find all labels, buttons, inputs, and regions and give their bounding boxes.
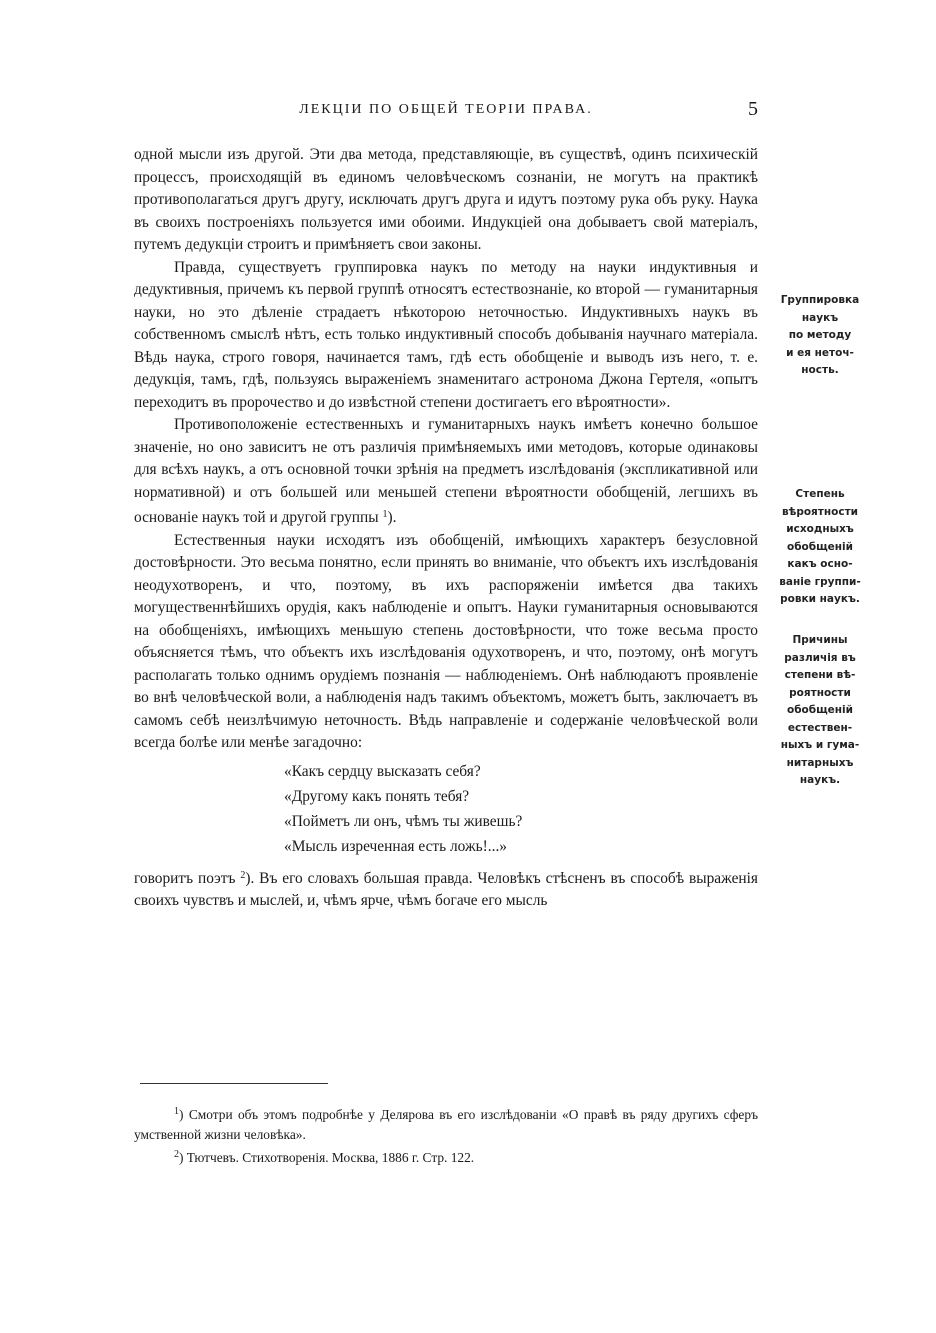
footnote-ref-1: 1 — [382, 509, 388, 520]
margin-note-line: нитарныхъ — [786, 756, 854, 769]
paragraph-5-text: ). Въ его словахъ большая правда. Человѣкъ стѣсненъ въ способѣ выраженія своихъ чувствъ и мыслей, и, чѣмъ ярче, чѣмъ богаче его мысль — [134, 869, 758, 909]
margin-note-line: наукъ — [801, 311, 839, 324]
paragraph-1: одной мысли изъ другой. Эти два метода, представляющіе, въ существѣ, одинъ психическій процессъ, происходящій въ единомъ человѣческомъ сознаніи, не могутъ на практикѣ противополагаться другъ другу, исключать другъ друга и идутъ поэтому рука объ руку. Наука въ своихъ построеніяхъ пользуется ими обоими. Индукціей она добываетъ свой матеріалъ, путемъ дедукціи строитъ и примѣняетъ свои законы. — [134, 146, 758, 253]
margin-note-line: Степень — [795, 488, 845, 500]
margin-note-line: ровки наукъ. — [780, 593, 860, 605]
footnote-ref-2: 2 — [240, 869, 246, 881]
footnote-text: ) Тютчевъ. Стихотворенія. Москва, 1886 г. Стр. 122. — [179, 1150, 475, 1165]
margin-note-line: вѣроятности — [781, 505, 859, 518]
footnote-text: ) Смотри объ этомъ подробнѣе у Делярова въ его изслѣдованіи «О правѣ въ ряду другихъ сферъ умственной жизни человѣка». — [134, 1107, 758, 1142]
paragraph-3 — [134, 414, 758, 530]
paragraph-3-end: ). — [387, 509, 397, 526]
margin-note-line: и ея неточ- — [786, 346, 854, 359]
paragraph-3-text: Противоположеніе естественныхъ и гуманитарныхъ наукъ имѣетъ конечно большое значеніе, но оно зависитъ не отъ различія примѣняемыхъ ими методовъ, которые одинаковы для всѣхъ наукъ, а отъ основной точки зрѣнія на предметъ изслѣдованія (экспликативной или нормативной) и отъ большей или меньшей степени вѣроятности обобщеній, легшихъ въ основаніе наукъ той и другой группы — [134, 416, 758, 526]
margin-note-line: различія въ — [784, 651, 856, 664]
margin-note-line: обобщеній — [786, 704, 854, 716]
margin-note-line: обобщеній — [786, 540, 854, 553]
margin-note-line: Причины — [792, 634, 848, 646]
margin-note-line: роятности — [789, 686, 851, 699]
main-text — [134, 144, 758, 913]
margin-note-line: степени вѣ- — [784, 669, 856, 681]
running-title: ЛЕКЦІИ ПО ОБЩЕЙ ТЕОРІИ ПРАВА. — [299, 102, 593, 117]
margin-note-line: какъ осно- — [787, 558, 853, 570]
margin-note-1 — [760, 292, 880, 380]
margin-note-line: естествен- — [787, 721, 853, 734]
poem-line: «Пойметъ ли онъ, чѣмъ ты живешь? — [284, 812, 523, 830]
margin-note-line: ныхъ и гума- — [780, 739, 860, 751]
margin-note-line: Группировка — [780, 294, 860, 306]
footnotes — [134, 1102, 758, 1168]
margin-note-line: ваніе группи- — [779, 575, 861, 588]
footnote-marker: 2 — [174, 1149, 179, 1160]
footnote-1 — [134, 1102, 758, 1145]
poem-line: «Другому какъ понять тебя? — [284, 787, 470, 805]
paragraph-5 — [134, 865, 758, 913]
footnote-marker: 1 — [174, 1106, 179, 1117]
margin-note-2 — [760, 486, 880, 609]
margin-note-line: исходныхъ — [786, 523, 854, 535]
poem-quote — [284, 759, 758, 859]
poem-line: «Какъ сердцу высказать себя? — [284, 762, 481, 780]
poem-line: «Мысль изреченная есть ложь!...» — [284, 837, 508, 855]
footnote-divider — [140, 1083, 328, 1084]
paragraph-4: Естественныя науки исходятъ изъ обобщеній, имѣющихъ характеръ безусловной достовѣрности. Это весьма понятно, если принять во вниманіе, что объектъ ихъ изслѣдованія неодухотворенъ, и что, поэтому, въ ихъ распоряженіи имѣется два такихъ могущественнѣйшихъ орудія, какъ наблюденіе и опытъ. Науки гуманитарныя основываются на обобщеніяхъ, имѣющихъ меньшую степень достовѣрности, что тоже весьма просто объясняется тѣмъ, что объектъ ихъ изслѣдованія одухотворенъ, и что, поэтому, онѣ могутъ располагать только однимъ орудіемъ познанія — наблюденіемъ. Онѣ наблюдаютъ проявленіе во внѣ человѣческой воли, а наблюденія надъ такимъ объектомъ, можетъ быть, заключаетъ въ самомъ себѣ неизлѣчимую неточность. Вѣдь направленіе и содержаніе человѣческой воли всегда болѣе или менѣе загадочно: — [134, 531, 758, 751]
margin-note-3 — [760, 632, 880, 790]
margin-note-line: по методу — [788, 329, 852, 341]
margin-note-line: наукъ. — [799, 774, 841, 786]
running-head — [134, 98, 758, 122]
paragraph-5-start: говоритъ поэтъ — [134, 869, 236, 887]
footnote-2 — [134, 1145, 758, 1168]
page-number: 5 — [748, 98, 758, 120]
margin-note-line: ность. — [801, 364, 839, 376]
paragraph-2: Правда, существуетъ группировка наукъ по методу на науки индуктивныя и дедуктивныя, причемъ къ первой группѣ относятъ естествознаніе, ко второй — гуманитарныя науки, но это дѣленіе страдаетъ нѣкоторою неточностью. Индуктивныхъ наукъ въ собственномъ смыслѣ нѣтъ, есть только индуктивный способъ добыванія научнаго матеріала. Вѣдь наука, строго говоря, начинается тамъ, гдѣ есть обобщеніе и выводъ изъ него, т. е. дедукція, тамъ, гдѣ, пользуясь выраженіемъ знаменитаго астронома Джона Гертеля, «опытъ переходитъ въ пророчество и до извѣстной степени достигаетъ его вѣроятности». — [134, 258, 758, 411]
